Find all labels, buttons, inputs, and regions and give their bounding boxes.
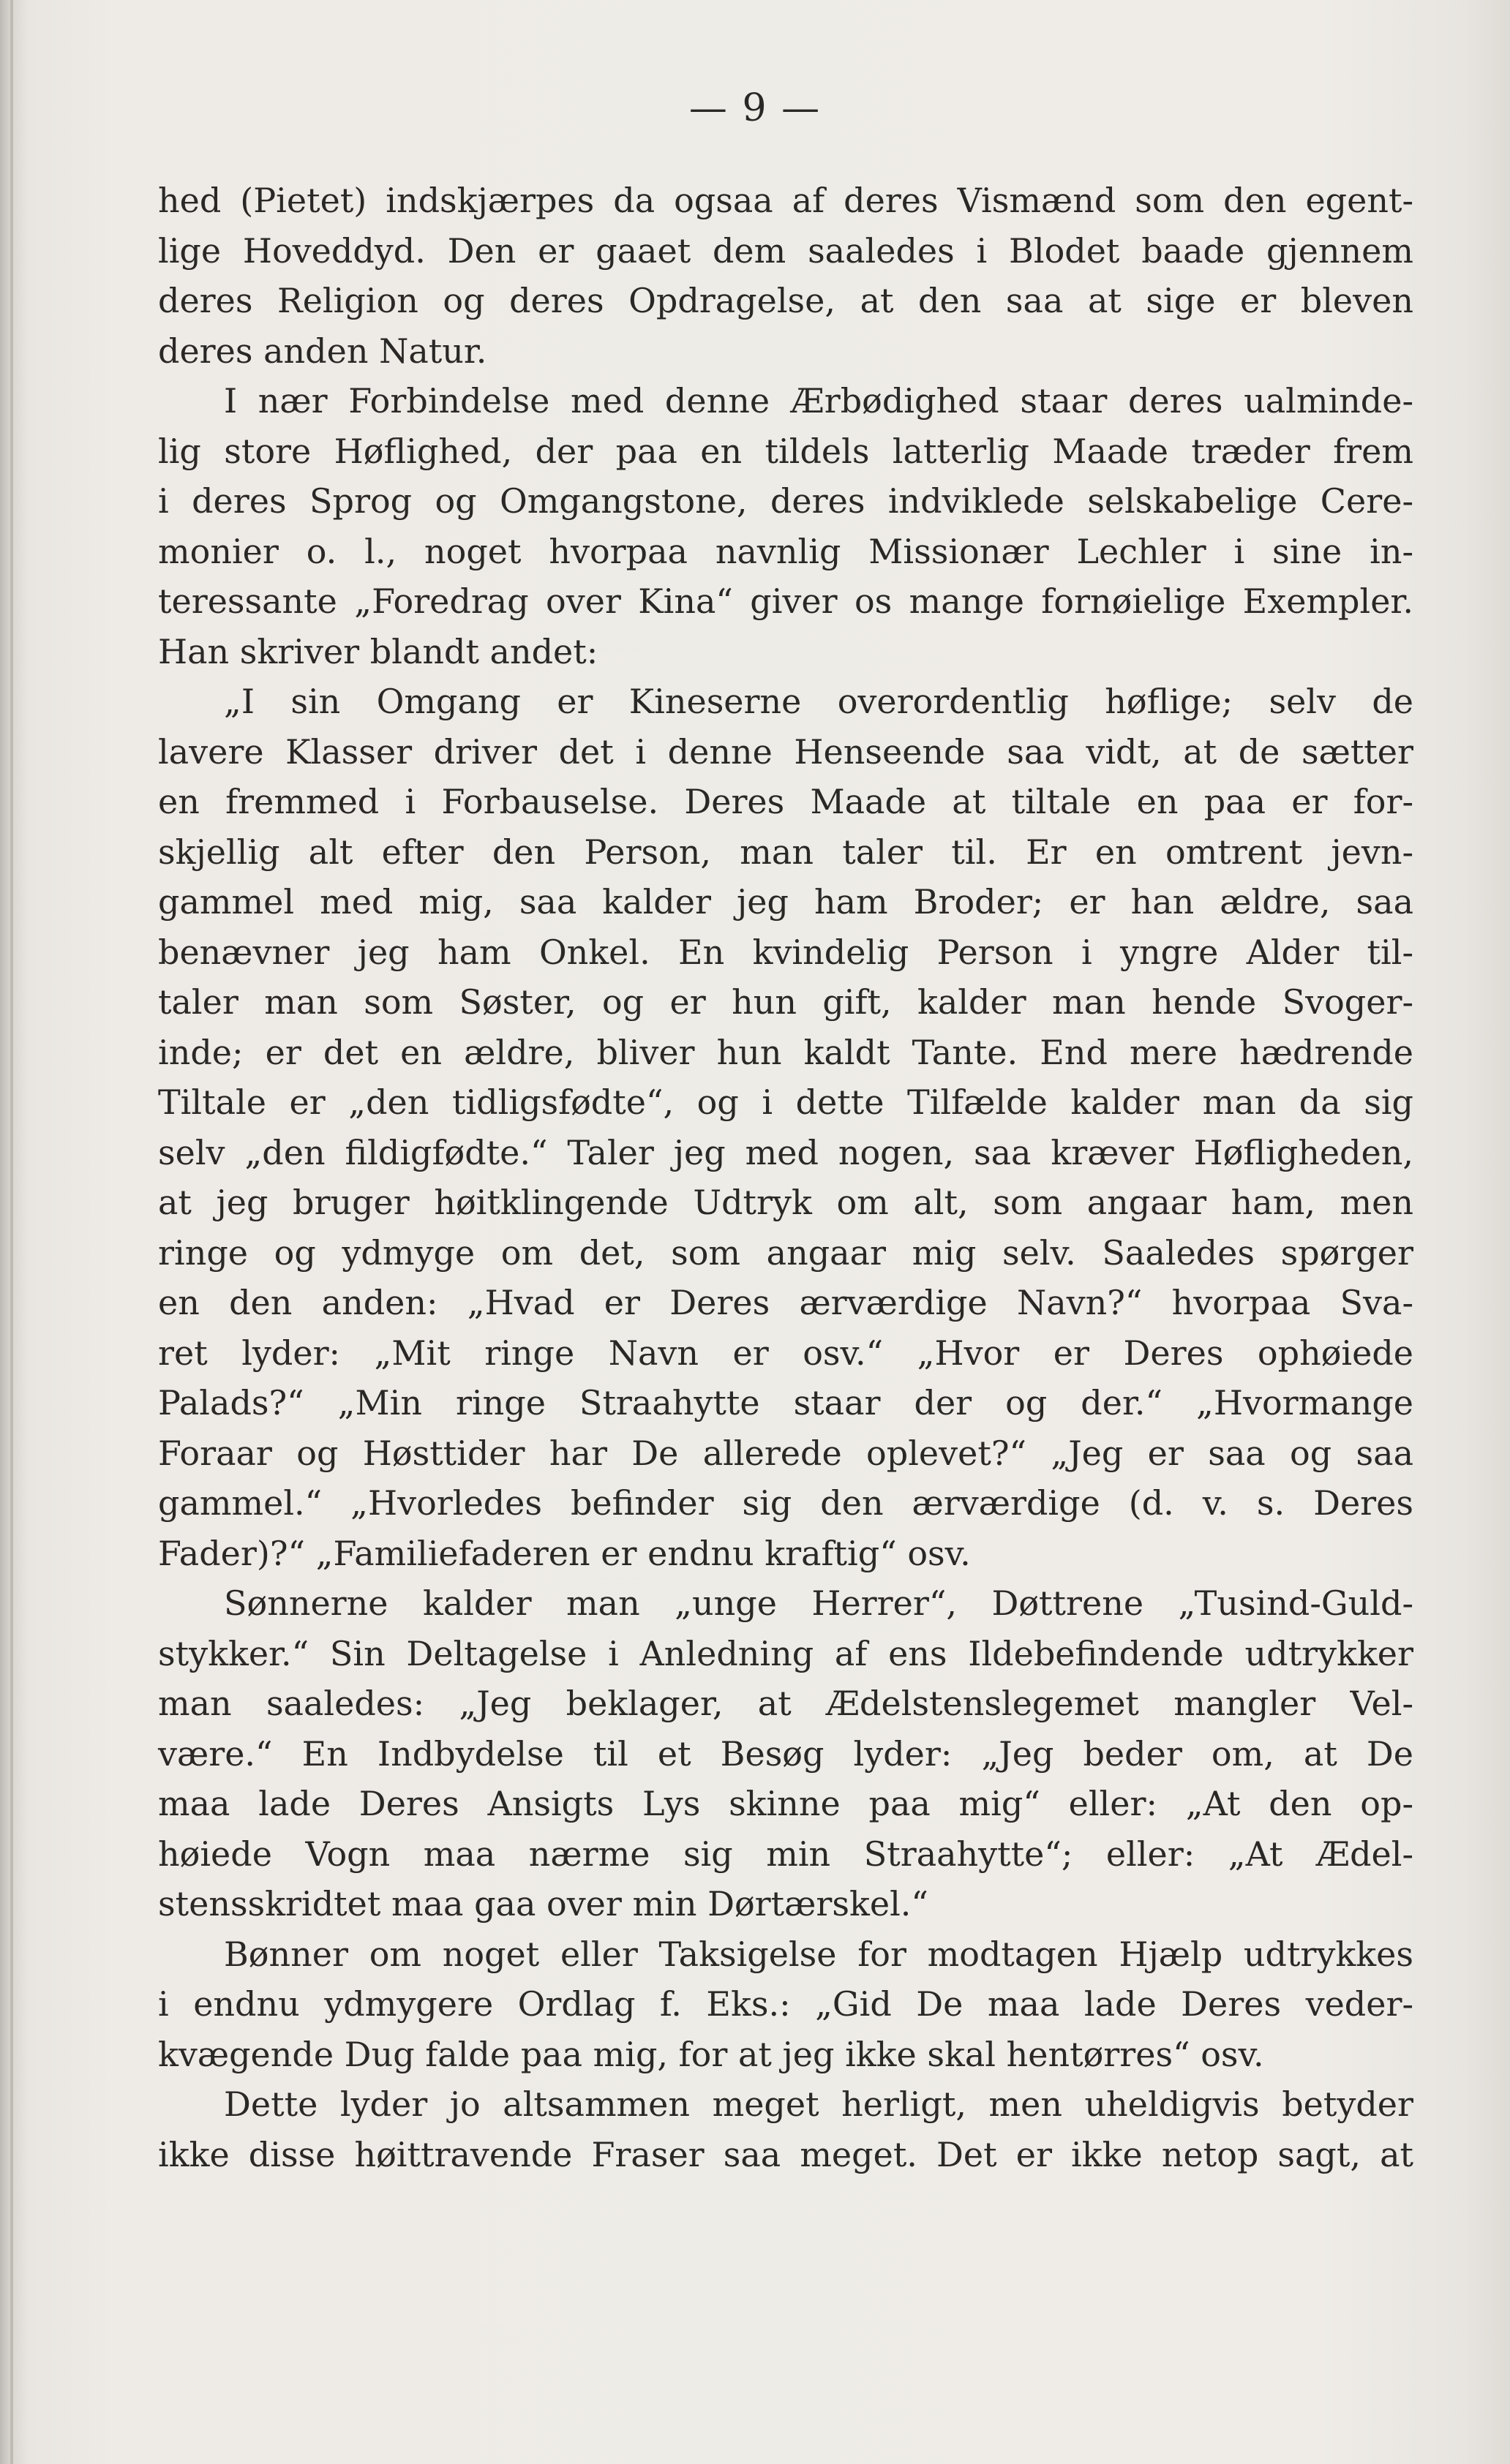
- page-binding-edge: [10, 0, 13, 2464]
- text-line: være.“ En Indbydelse til et Besøg lyder: „Jeg beder om, at De: [158, 1733, 1413, 1774]
- text-line: Han skriver blandt andet:: [158, 631, 598, 671]
- text-line: I nær Forbindelse med denne Ærbødighed staar deres ualminde-: [224, 381, 1413, 421]
- text-line: deres anden Natur.: [158, 331, 487, 371]
- text-line: Tiltale er „den tidligsfødte“, og i dette Tilfælde kalder man da sig: [158, 1082, 1413, 1122]
- text-line: ikke disse høittravende Fraser saa meget. Det er ikke netop sagt, at: [158, 2134, 1413, 2174]
- text-line: gammel med mig, saa kalder jeg ham Broder; er han ældre, saa: [158, 882, 1413, 922]
- text-line: Fader)?“ „Familiefaderen er endnu kraftig“ osv.: [158, 1533, 971, 1573]
- text-line: gammel.“ „Hvorledes befinder sig den ærværdige (d. v. s. Deres: [158, 1483, 1413, 1523]
- text-line: høiede Vogn maa nærme sig min Straahytte“; eller: „At Ædel-: [158, 1834, 1413, 1874]
- text-line: Bønner om noget eller Taksigelse for modtagen Hjælp udtrykkes: [224, 1934, 1413, 1974]
- text-line: man saaledes: „Jeg beklager, at Ædelstenslegemet mangler Vel-: [158, 1684, 1413, 1723]
- text-line: inde; er det en ældre, bliver hun kaldt Tante. End mere hædrende: [158, 1032, 1413, 1072]
- text-line: lig store Høflighed, der paa en tildels latterlig Maade træder frem: [158, 431, 1413, 471]
- text-line: teressante „Foredrag over Kina“ giver os mange fornøielige Exempler.: [158, 581, 1413, 621]
- text-line: benævner jeg ham Onkel. En kvindelig Person i yngre Alder til-: [158, 932, 1413, 972]
- text-line: monier o. l., noget hvorpaa navnlig Missionær Lechler i sine in-: [158, 531, 1413, 571]
- text-line: i deres Sprog og Omgangstone, deres indviklede selskabelige Cere-: [158, 481, 1413, 521]
- page-number: — 9 —: [688, 86, 822, 130]
- text-line: lavere Klasser driver det i denne Henseende saa vidt, at de sætter: [158, 731, 1413, 772]
- text-line: ringe og ydmyge om det, som angaar mig selv. Saaledes spørger: [158, 1232, 1413, 1273]
- text-line: Dette lyder jo altsammen meget herligt, men uheldigvis betyder: [224, 2084, 1413, 2124]
- text-line: taler man som Søster, og er hun gift, kalder man hende Svoger-: [158, 982, 1413, 1022]
- text-line: Palads?“ „Min ringe Straahytte staar der og der.“ „Hvormange: [158, 1383, 1413, 1423]
- text-line: Sønnerne kalder man „unge Herrer“, Døttrene „Tusind-Guld-: [224, 1583, 1413, 1623]
- text-line: en den anden: „Hvad er Deres ærværdige Navn?“ hvorpaa Sva-: [158, 1283, 1413, 1322]
- text-line: ret lyder: „Mit ringe Navn er osv.“ „Hvor er Deres ophøiede: [158, 1333, 1413, 1373]
- text-line: kvægende Dug falde paa mig, for at jeg ikke skal hentørres“ osv.: [158, 2034, 1264, 2074]
- text-line: maa lade Deres Ansigts Lys skinne paa mig“ eller: „At den op-: [158, 1784, 1413, 1823]
- text-line: stensskridtet maa gaa over min Dørtærskel.“: [158, 1884, 928, 1924]
- text-line: hed (Pietet) indskjærpes da ogsaa af deres Vismænd som den egent-: [158, 181, 1413, 220]
- text-line: „I sin Omgang er Kineserne overordentlig høflige; selv de: [224, 682, 1413, 721]
- text-line: stykker.“ Sin Deltagelse i Anledning af ens Ildebefindende udtrykker: [158, 1633, 1413, 1673]
- text-line: deres Religion og deres Opdragelse, at den saa at sige er bleven: [158, 281, 1413, 320]
- text-line: selv „den fildigfødte.“ Taler jeg med nogen, saa kræver Høfligheden,: [158, 1132, 1413, 1172]
- text-line: en fremmed i Forbauselse. Deres Maade at tiltale en paa er for-: [158, 782, 1413, 821]
- body-text: [158, 176, 1413, 2179]
- text-line: lige Hoveddyd. Den er gaaet dem saaledes i Blodet baade gjennem: [158, 230, 1413, 271]
- text-line: Foraar og Høsttider har De allerede oplevet?“ „Jeg er saa og saa: [158, 1433, 1413, 1473]
- text-line: i endnu ydmygere Ordlag f. Eks.: „Gid De maa lade Deres veder-: [158, 1984, 1413, 2024]
- text-line: at jeg bruger høitklingende Udtryk om alt, som angaar ham, men: [158, 1183, 1413, 1222]
- text-line: skjellig alt efter den Person, man taler til. Er en omtrent jevn-: [158, 832, 1413, 872]
